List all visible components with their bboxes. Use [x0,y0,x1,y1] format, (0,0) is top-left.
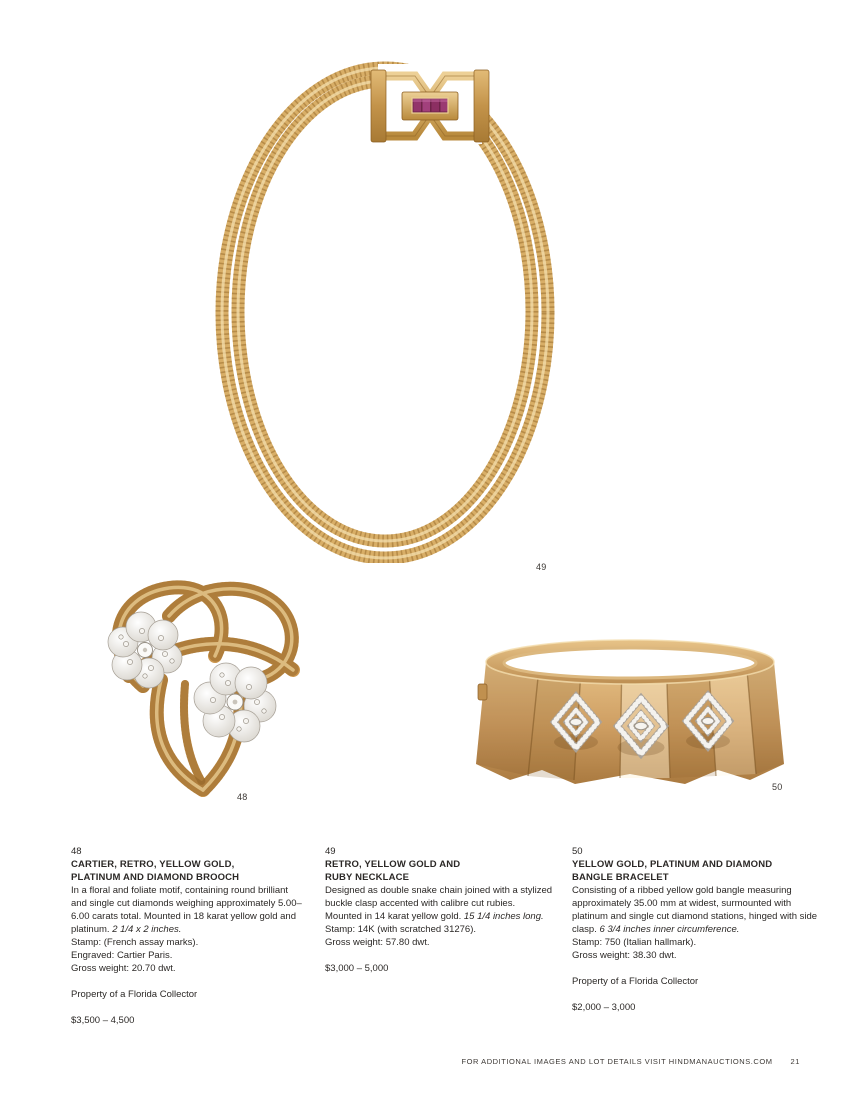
lot-title-line1: YELLOW GOLD, PLATINUM AND DIAMOND [572,859,773,870]
lot-description [325,884,553,923]
lot-title-line1: CARTIER, RETRO, YELLOW GOLD, [71,859,235,870]
lot-title-line2: PLATINUM AND DIAMOND BROOCH [71,872,240,883]
lot-description [71,884,305,936]
lot-estimate: $2,000 – 3,000 [572,1002,636,1013]
lot-dimensions: 6 3/4 inches inner circumference. [599,924,740,935]
footer-text: FOR ADDITIONAL IMAGES AND LOT DETAILS VISIT HINDMANAUCTIONS.COM [461,1057,773,1066]
lot-title-line2: RUBY NECKLACE [325,872,410,883]
lot-dimensions: 2 1/4 x 2 inches. [112,924,182,935]
necklace-photo [200,28,570,563]
lot-gross-weight: Gross weight: 20.70 dwt. [71,963,176,974]
lot-title-line2: BANGLE BRACELET [572,872,669,883]
brooch-caption: 48 [237,792,248,802]
lot-provenance: Property of a Florida Collector [71,989,198,1000]
lot-description [572,884,824,936]
lot-estimate: $3,000 – 5,000 [325,963,389,974]
lot-title-line1: RETRO, YELLOW GOLD AND [325,859,461,870]
lot-49-column [325,845,553,975]
brooch-photo [85,568,325,798]
lot-dimensions: 15 1/4 inches long. [463,911,544,922]
lot-stamp: Stamp: 14K (with scratched 31276). [325,924,477,935]
lot-estimate: $3,500 – 4,500 [71,1015,135,1026]
lot-gross-weight: Gross weight: 38.30 dwt. [572,950,677,961]
lot-description-text: Designed as double snake chain joined with a stylized buckle clasp accented with calibre cut rubies. Mounted in 14 karat yellow gold. [325,885,553,922]
bangle-photo [470,632,790,792]
necklace-caption: 49 [536,562,547,572]
lot-number: 48 [71,846,82,857]
lot-title [572,858,824,884]
lot-48-column [71,845,305,1027]
lot-provenance: Property of a Florida Collector [572,976,699,987]
lot-title [325,858,553,884]
lot-title [71,858,305,884]
lot-50-column [572,845,824,1014]
lot-description-text: In a floral and foliate motif, containing round brilliant and single cut diamonds weighing approximately 5.00–6.00 carats total. Mounted in 18 karat yellow gold and platinum. [71,885,302,935]
lot-engraved: Engraved: Cartier Paris. [71,950,173,961]
lot-stamp: Stamp: (French assay marks). [71,937,199,948]
brooch-diamond-flower-right [194,663,276,742]
lot-stamp: Stamp: 750 (Italian hallmark). [572,937,697,948]
page-footer [461,1057,800,1066]
lot-number: 50 [572,846,583,857]
bangle-diamond-stations [554,695,730,756]
bangle-clasp [478,684,487,700]
lot-number: 49 [325,846,336,857]
necklace-clasp [371,64,489,144]
lot-description-text: Consisting of a ribbed yellow gold bangle measuring approximately 35.00 mm at widest, surmounted with platinum and single cut diamond stations, hinged with side clasp. [572,885,818,935]
page-number: 21 [790,1057,800,1066]
bangle-caption: 50 [772,782,783,792]
lot-gross-weight: Gross weight: 57.80 dwt. [325,937,430,948]
